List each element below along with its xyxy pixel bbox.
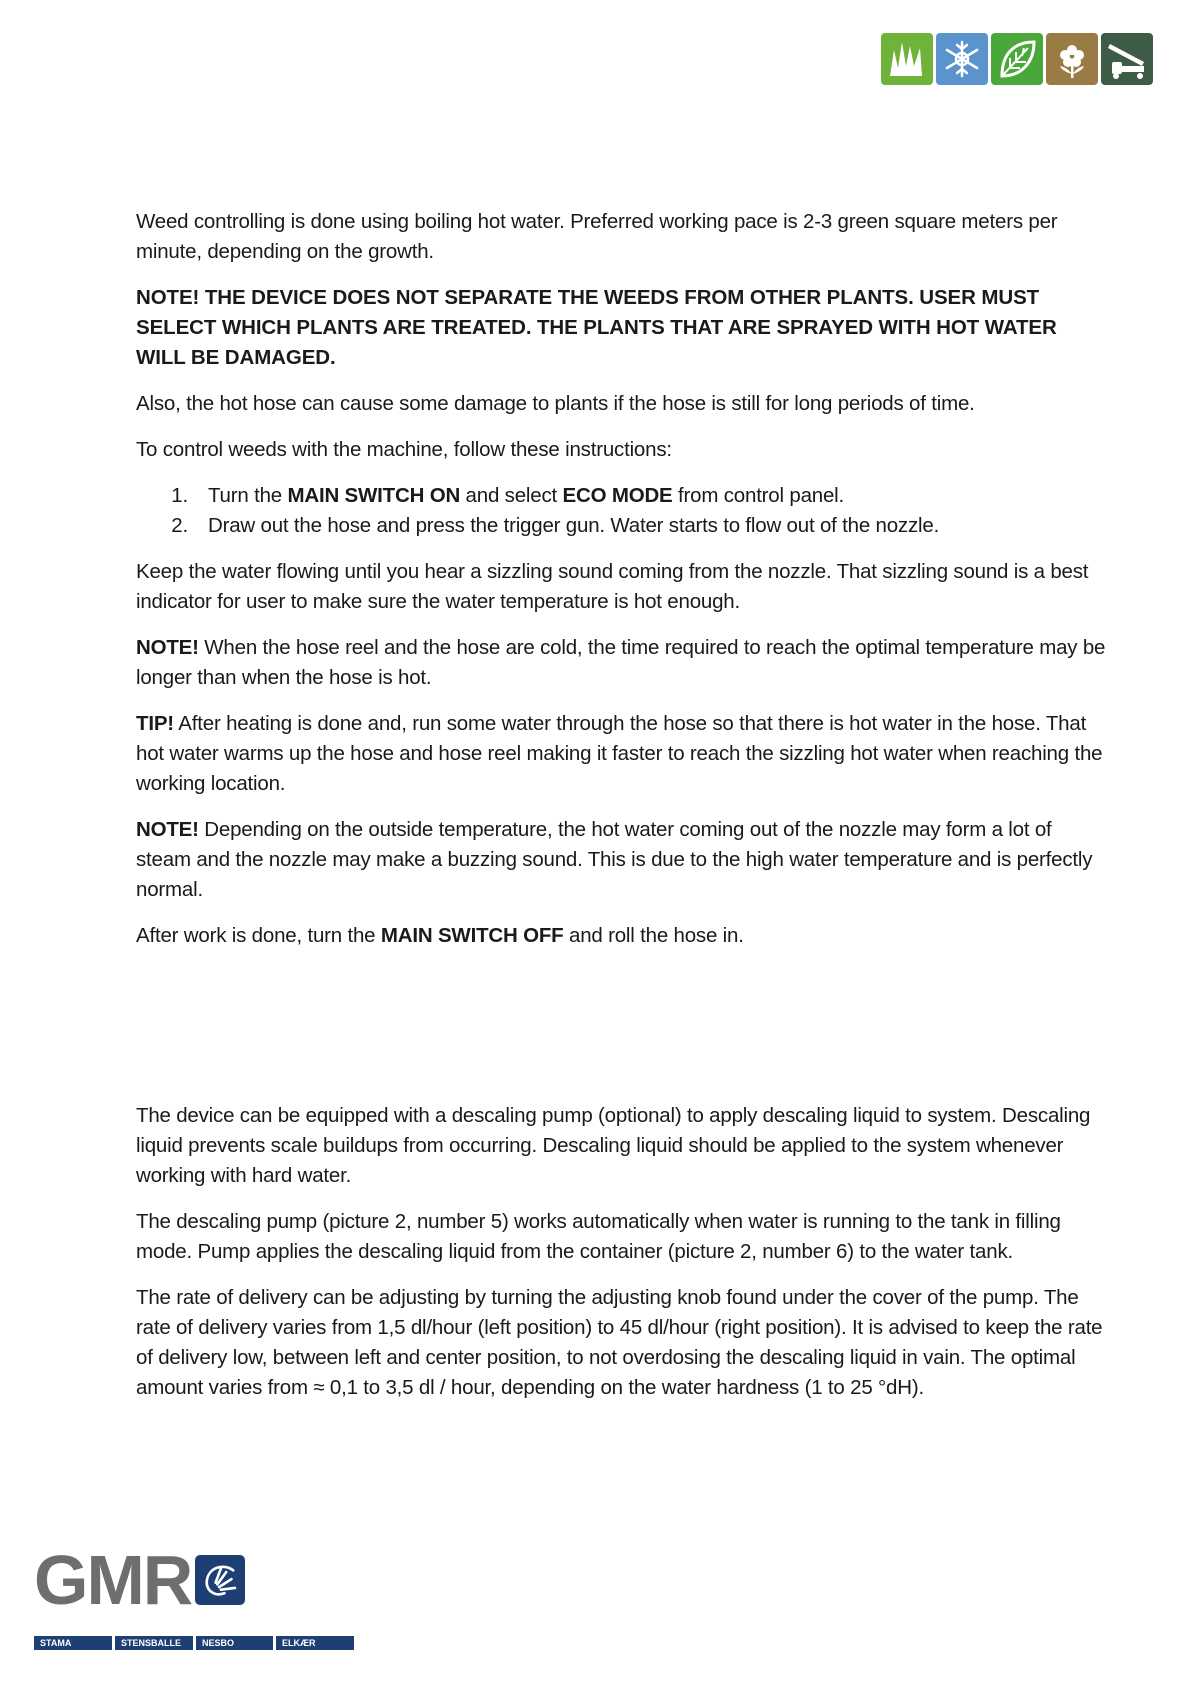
- steam-note: [136, 815, 1111, 905]
- note-text: Depending on the outside temperature, the hot water coming out of the nozzle may form a lot of steam and the nozzle may make a buzzing sound. This is due to the high water temperature and is perfectly normal.: [136, 818, 1093, 901]
- list-item: [136, 511, 1111, 541]
- cold-hose-note: [136, 633, 1111, 693]
- section-gap: [136, 967, 1111, 1101]
- main-switch-off-label: MAIN SWITCH OFF: [380, 924, 564, 947]
- intro-paragraph: Weed controlling is done using boiling hot water. Preferred working pace is 2-3 green square meters per minute, depending on the growth.: [136, 210, 1058, 263]
- brand-bar: [34, 1636, 354, 1650]
- grass-icon: [881, 33, 933, 85]
- after-work-text: After work is done, turn the: [136, 924, 381, 947]
- note-label: NOTE!: [136, 636, 199, 659]
- heating-tip: [136, 709, 1111, 799]
- header-icon-strip: [881, 33, 1153, 85]
- main-switch-on-label: MAIN SWITCH ON: [287, 484, 461, 507]
- note-label: NOTE!: [136, 818, 199, 841]
- step-text: [208, 481, 844, 511]
- sizzling-paragraph: Keep the water flowing until you hear a sizzling sound coming from the nozzle. That sizzling sound is a best indicator for user to make sure the water temperature is hot enough.: [136, 560, 1089, 613]
- step-text-part: from control panel.: [672, 484, 845, 507]
- list-item: [136, 481, 1111, 511]
- brand-stensballe: STENSBALLE: [115, 1636, 193, 1650]
- eco-mode-label: ECO MODE: [562, 484, 673, 507]
- flower-icon: [1046, 33, 1098, 85]
- descaling-pump-paragraph: The descaling pump (picture 2, number 5) works automatically when water is running to the tank in filling mode. Pump applies the descaling liquid from the container (picture 2, number 6) to the water tank.: [136, 1210, 1061, 1263]
- leaf-icon: [991, 33, 1043, 85]
- gmr-logo: [34, 1541, 245, 1619]
- brand-nesbo: NESBO: [196, 1636, 273, 1650]
- instructions-lead: To control weeds with the machine, follow these instructions:: [136, 438, 672, 461]
- after-work-paragraph: [136, 921, 1111, 951]
- step-text: Draw out the hose and press the trigger gun. Water starts to flow out of the nozzle.: [208, 514, 940, 537]
- step-number: 1.: [171, 484, 188, 507]
- step-text-part: and select: [460, 484, 563, 507]
- logo-text: GMR: [34, 1541, 192, 1619]
- machine-icon: [1101, 33, 1153, 85]
- note-text: When the hose reel and the hose are cold, the time required to reach the optimal temperature may be longer than when the hose is hot.: [136, 636, 1106, 689]
- document-body: [136, 207, 1111, 1419]
- hose-damage-paragraph: Also, the hot hose can cause some damage to plants if the hose is still for long periods of time.: [136, 392, 975, 415]
- after-work-text: and roll the hose in.: [563, 924, 744, 947]
- step-text-part: Turn the: [208, 484, 288, 507]
- tip-label: TIP!: [136, 712, 174, 735]
- brand-elkaer: ELKÆR: [276, 1636, 354, 1650]
- delivery-rate-paragraph: The rate of delivery can be adjusting by turning the adjusting knob found under the cover of the pump. The rate of delivery varies from 1,5 dl/hour (left position) to 45 dl/hour (right position). It is advised to keep the rate of delivery low, between left and center position, to not overdosing the descaling liquid in vain. The optimal amount varies from ≈ 0,1 to 3,5 dl / hour, depending on the water hardness (1 to 25 °dH).: [136, 1286, 1103, 1399]
- snowflake-icon: [936, 33, 988, 85]
- logo-mark-icon: [195, 1555, 245, 1605]
- tip-text: After heating is done and, run some water through the hose so that there is hot water in the hose. That hot water warms up the hose and hose reel making it faster to reach the sizzling hot water when reaching the working location.: [136, 712, 1103, 795]
- descaling-intro: The device can be equipped with a descaling pump (optional) to apply descaling liquid to system. Descaling liquid prevents scale buildups from occurring. Descaling liquid should be applied to the system whenever working with hard water.: [136, 1104, 1091, 1187]
- step-number: 2.: [171, 514, 188, 537]
- brand-stama: STAMA: [34, 1636, 112, 1650]
- warning-note: NOTE! THE DEVICE DOES NOT SEPARATE THE WEEDS FROM OTHER PLANTS. USER MUST SELECT WHICH PLANTS ARE TREATED. THE PLANTS THAT ARE SPRAYED WITH HOT WATER WILL BE DAMAGED.: [136, 286, 1057, 369]
- instruction-steps: [136, 481, 1111, 541]
